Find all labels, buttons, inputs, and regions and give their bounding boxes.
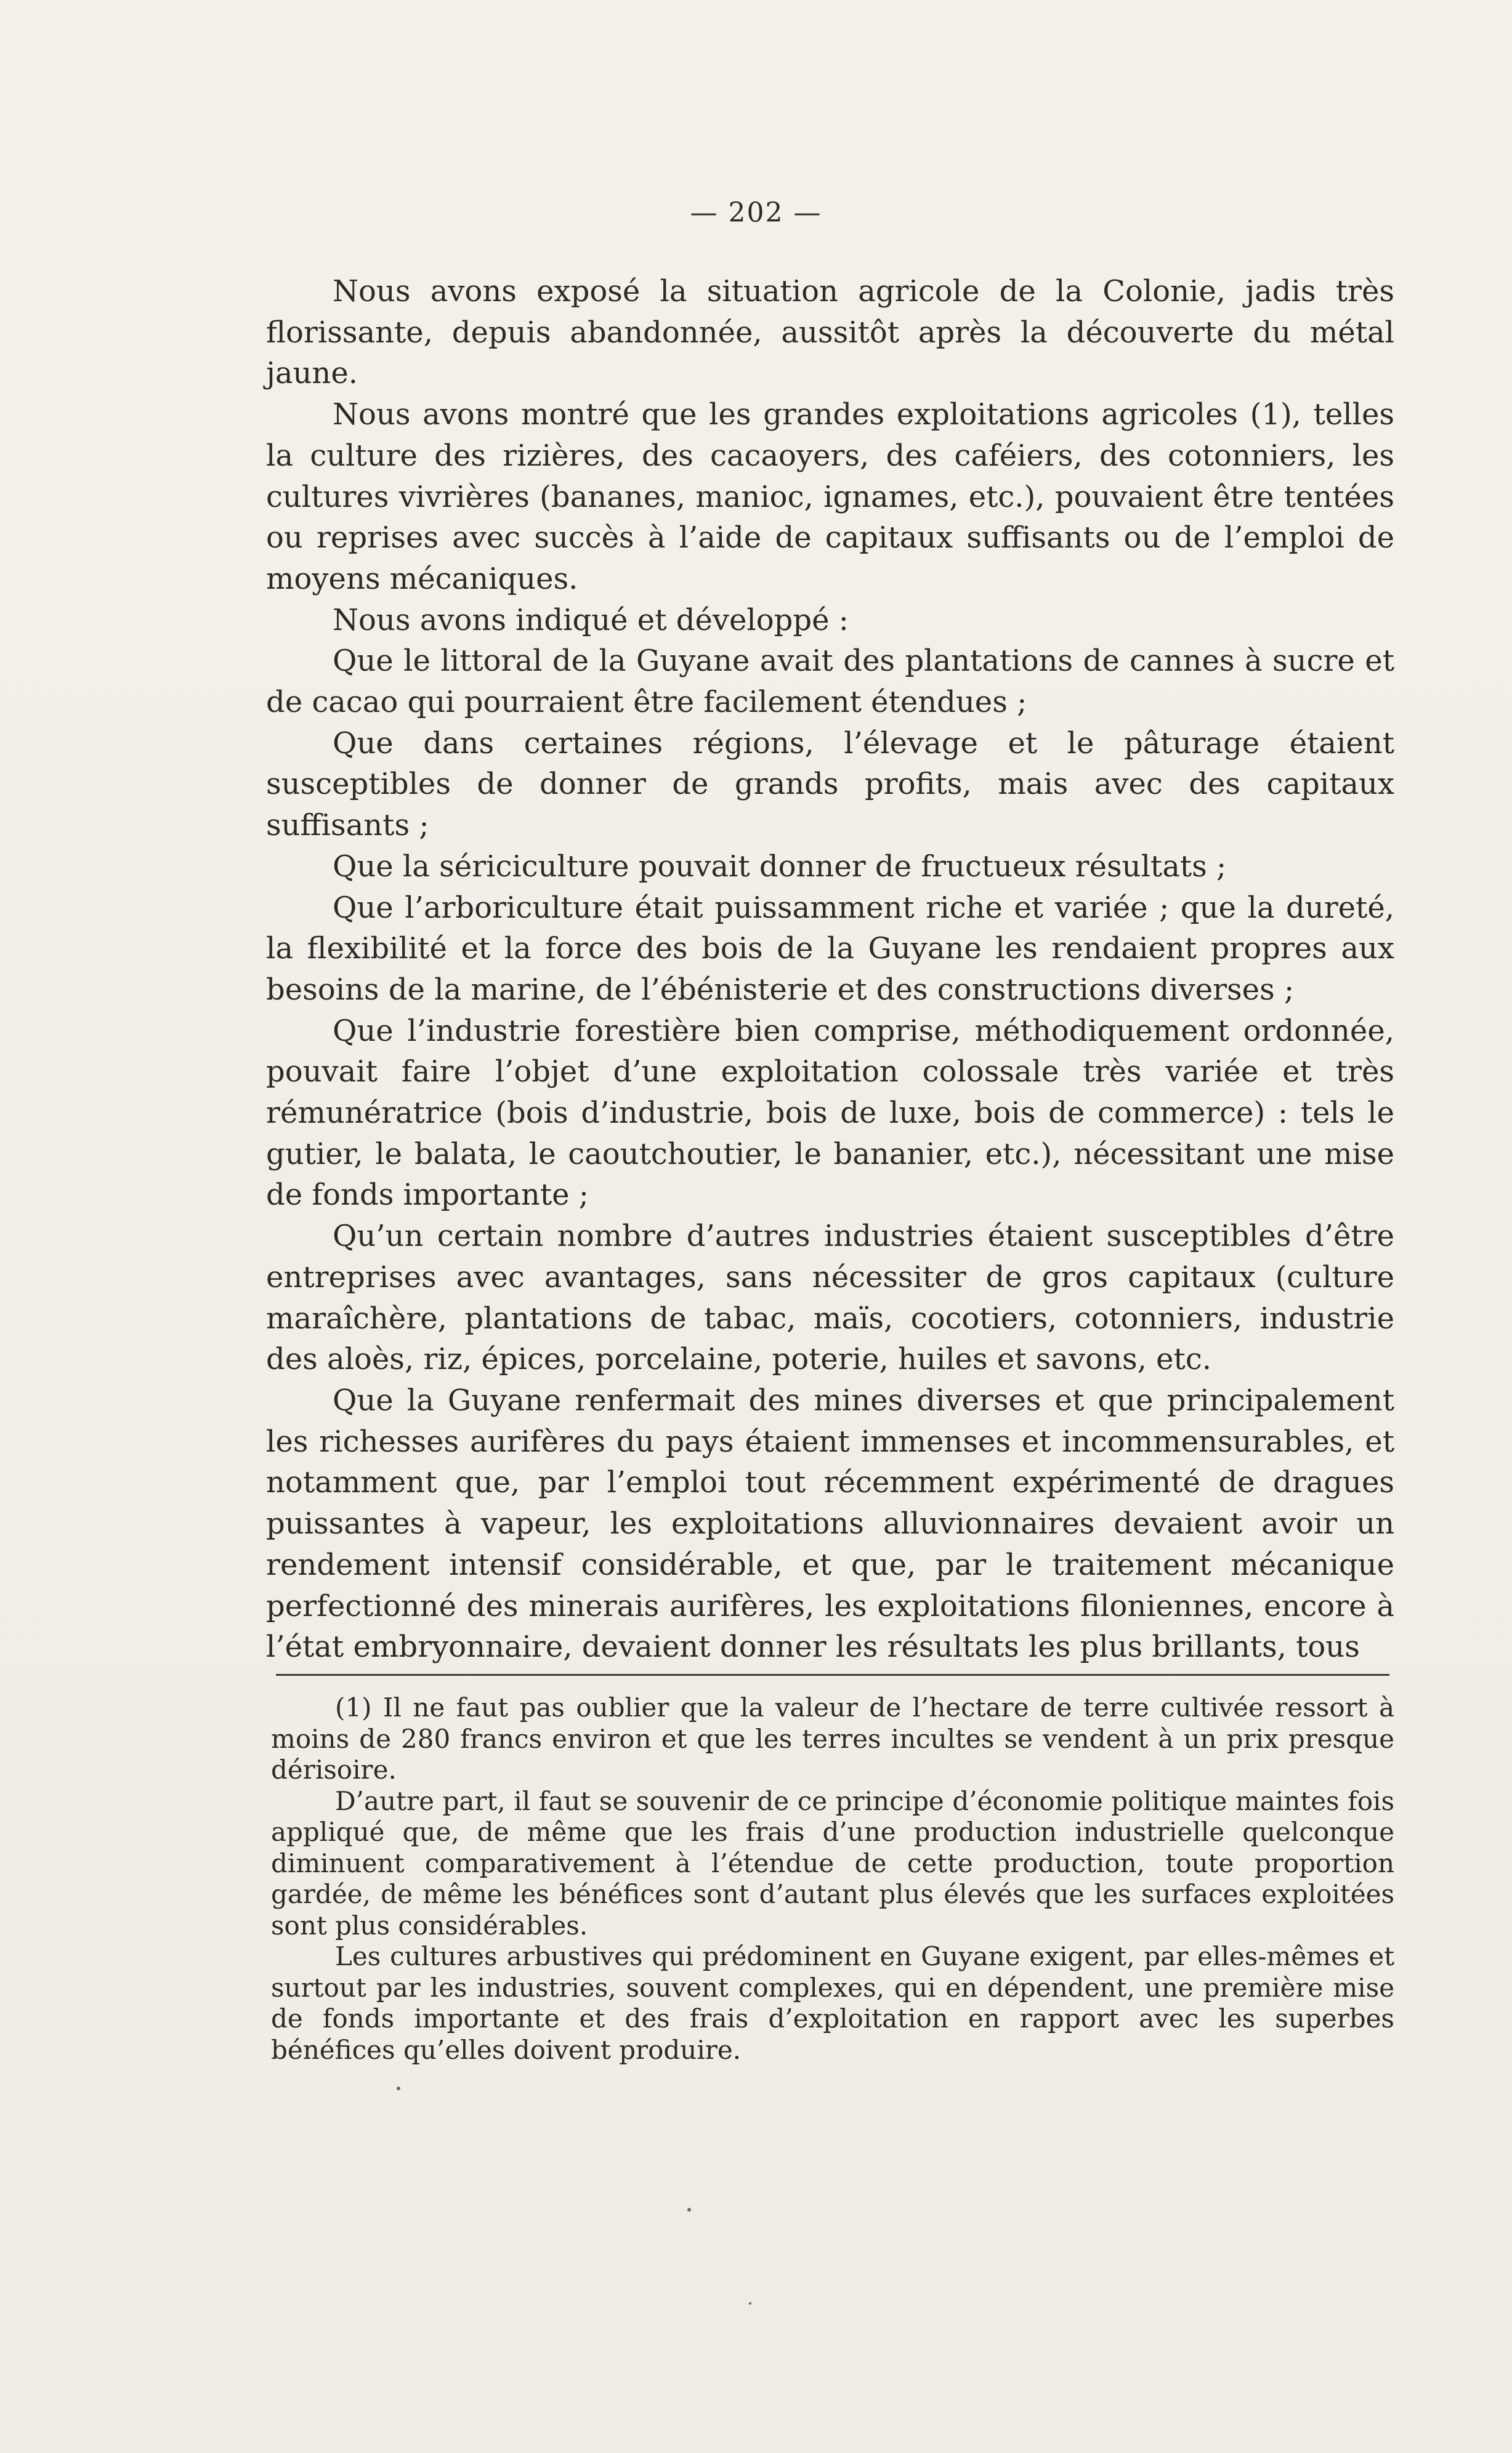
paper-speck xyxy=(749,2302,751,2305)
page-number: — 202 — xyxy=(690,197,822,228)
footnote: D’autre part, il faut se souvenir de ce principe d’économie politique maintes fois appliqué que, de même que les frais d’une production industrielle quelconque diminuent comparativement à l’étendue de cette production, toute proportion gardée, de même les bénéfices sont d’autant plus élevés que les surfaces exploitées sont plus considérables. xyxy=(271,1785,1394,1941)
paragraph: Nous avons montré que les grandes exploitations agricoles (1), telles la culture des rizières, des cacaoyers, des caféiers, des cotonniers, les cultures vivrières (bananes, manioc, ignames, etc.), pouvaient être tentées ou reprises avec succès à l’aide de capitaux suffisants ou de l’emploi de moyens mécaniques. xyxy=(266,397,1394,596)
footnotes xyxy=(271,1692,1394,2066)
paragraph: Nous avons exposé la situation agricole de la Colonie, jadis très florissante, depuis abandonnée, aussitôt après la découverte du métal jaune. xyxy=(266,274,1394,391)
paragraph: Que la sériciculture pouvait donner de fructueux résultats ; xyxy=(333,849,1227,884)
paragraph: Qu’un certain nombre d’autres industries étaient susceptibles d’être entreprises avec avantages, sans nécessiter de gros capitaux (culture maraîchère, plantations de tabac, maïs, cocotiers, cotonniers, industrie des aloès, riz, épices, porcelaine, poterie, huiles et savons, etc. xyxy=(266,1219,1394,1377)
footnote-divider xyxy=(276,1674,1389,1676)
paragraph: Que l’arboriculture était puissamment riche et variée ; que la dureté, la flexibilité et la force des bois de la Guyane les rendaient propres aux besoins de la marine, de l’ébénisterie et des constructions diverses ; xyxy=(266,890,1394,1007)
footnote: Les cultures arbustives qui prédominent en Guyane exigent, par elles-mêmes et surtout par les industries, souvent complexes, qui en dépendent, une première mise de fonds importante et des frais d’exploitation en rapport avec les superbes bénéfices qu’elles doivent produire. xyxy=(271,1941,1394,2065)
body-text xyxy=(266,271,1394,1668)
paragraph: Nous avons indiqué et développé : xyxy=(333,602,849,637)
paper-speck xyxy=(687,2208,691,2212)
paragraph: Que la Guyane renfermait des mines diverses et que principalement les richesses aurifères du pays étaient immenses et incommensurables, et notamment que, par l’emploi tout récemment expérimenté de dragues puissantes à vapeur, les exploitations alluvionnaires devaient avoir un rendement intensif considérable, et que, par le traitement mécanique perfectionné des minerais aurifères, les exploitations filoniennes, encore à l’état embryonnaire, devaient donner les résultats les plus brillants, tous xyxy=(266,1383,1394,1665)
paper-speck xyxy=(397,2087,400,2090)
paragraph: Que dans certaines régions, l’élevage et le pâturage étaient susceptibles de donner de grands profits, mais avec des capitaux suffisants ; xyxy=(266,725,1394,843)
paragraph: Que le littoral de la Guyane avait des plantations de cannes à sucre et de cacao qui pourraient être facilement étendues ; xyxy=(266,644,1394,720)
paragraph: Que l’industrie forestière bien comprise, méthodiquement ordonnée, pouvait faire l’objet d’une exploitation colossale très variée et très rémunératrice (bois d’industrie, bois de luxe, bois de commerce) : tels le gutier, le balata, le caoutchoutier, le bananier, etc.), nécessitant une mise de fonds importante ; xyxy=(266,1013,1394,1213)
footnote: (1) Il ne faut pas oublier que la valeur de l’hectare de terre cultivée ressort à moins de 280 francs environ et que les terres incultes se vendent à un prix presque dérisoire. xyxy=(271,1692,1394,1785)
